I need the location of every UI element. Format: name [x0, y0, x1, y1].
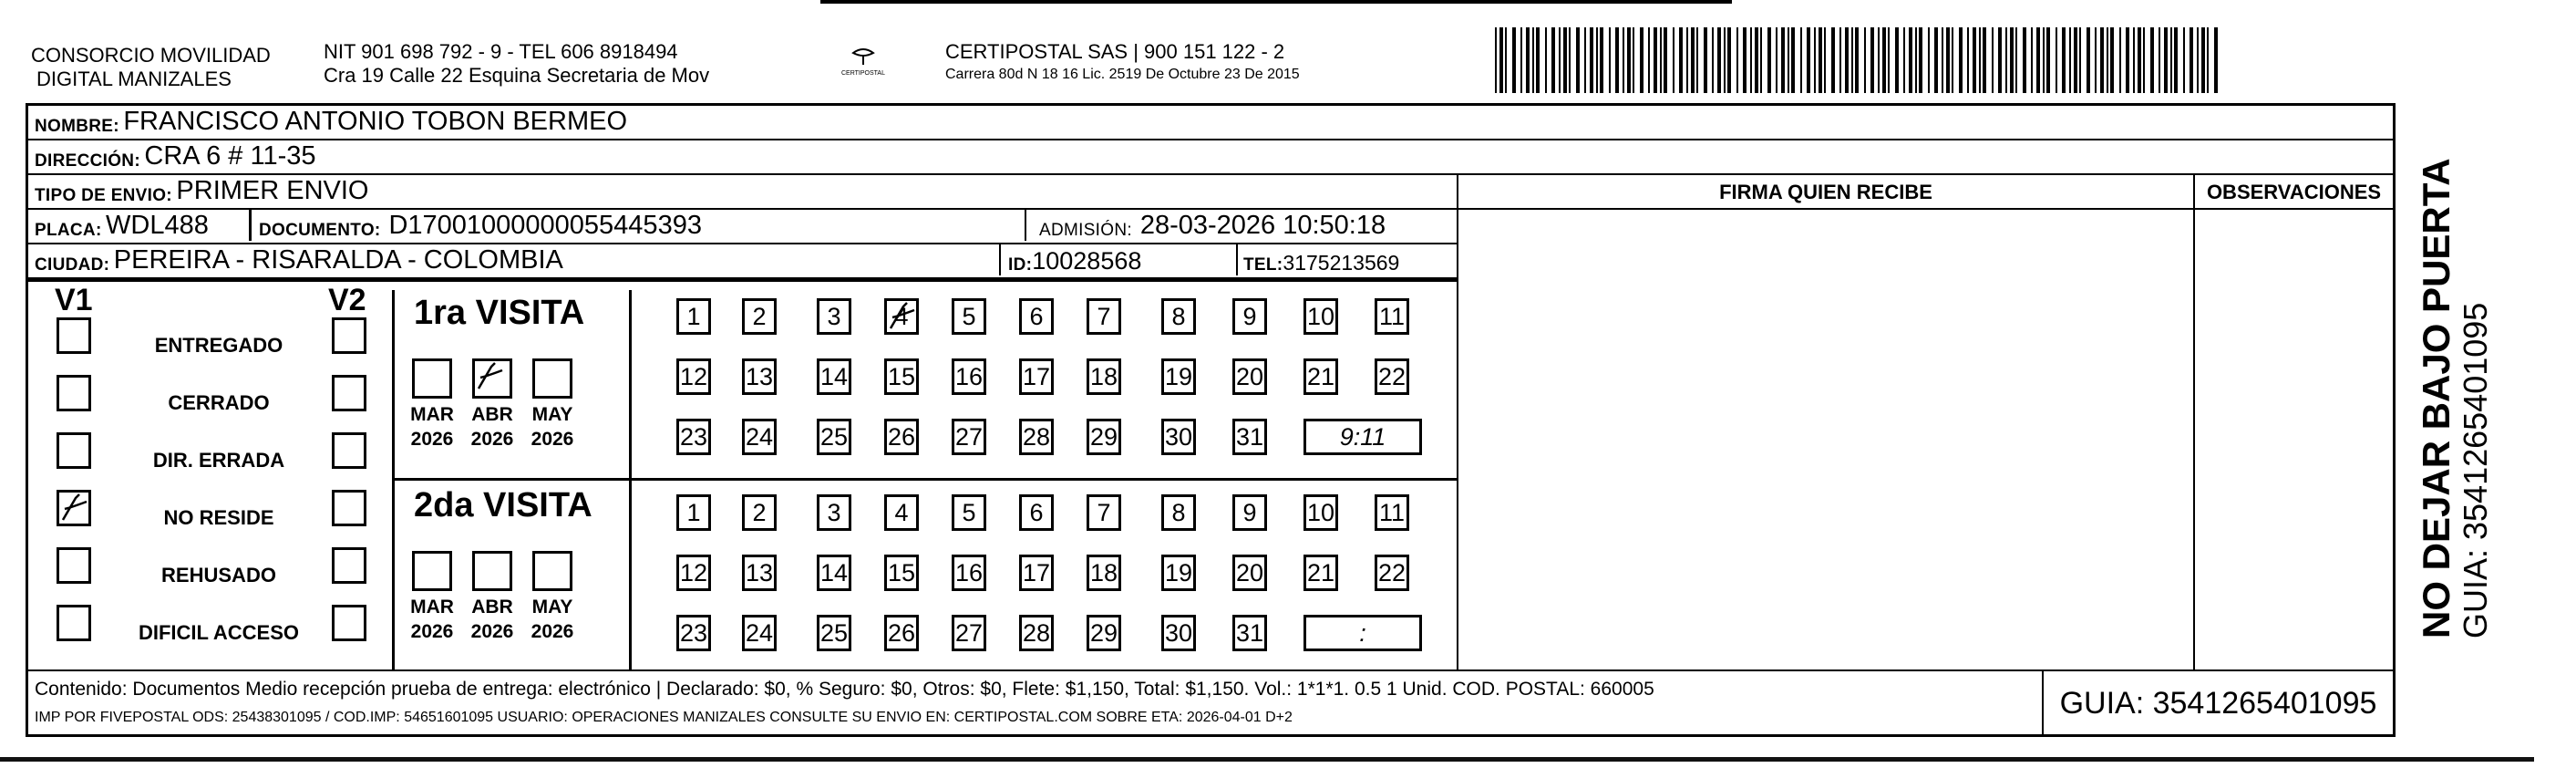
barcode-bar — [1952, 27, 1953, 93]
status-label: DIFICIL ACCESO — [138, 621, 299, 644]
barcode-bar — [2190, 27, 2193, 93]
barcode-bar — [2023, 27, 2026, 93]
barcode-bar — [1870, 27, 1874, 93]
documento-value: D17001000000055445393 — [388, 211, 702, 240]
ciudad-row — [27, 244, 1458, 279]
second-day-box-3[interactable]: 3 — [817, 494, 851, 531]
first-day-box-22[interactable]: 22 — [1375, 358, 1409, 395]
documento-label: DOCUMENTO: — [259, 221, 381, 240]
first-day-box-23[interactable]: 23 — [676, 419, 711, 455]
second-day-box-30[interactable]: 30 — [1161, 615, 1196, 651]
certipostal-line-2: Carrera 80d N 18 16 Lic. 2519 De Octubre 23 De 2015 — [945, 67, 1300, 82]
observaciones-header: OBSERVACIONES — [2195, 175, 2393, 210]
barcode-bar — [2150, 27, 2154, 93]
status-label: NO RESIDE — [163, 506, 274, 529]
barcode-bar — [1576, 27, 1580, 93]
direccion-label: DIRECCIÓN: — [35, 151, 140, 171]
barcode-bar — [1654, 27, 1657, 93]
first-day-box-18[interactable]: 18 — [1087, 358, 1121, 395]
barcode-bar — [2126, 27, 2129, 93]
ciudad-label: CIUDAD: — [35, 255, 110, 275]
firma-column — [1457, 175, 2195, 669]
first-day-box-13[interactable]: 13 — [742, 358, 777, 395]
barcode-bar — [1755, 27, 1758, 93]
barcode-bar — [2159, 27, 2160, 93]
nombre-row — [27, 106, 2395, 140]
first-day-box-21[interactable]: 21 — [1303, 358, 1338, 395]
first-day-box-31[interactable]: 31 — [1232, 419, 1267, 455]
barcode-bar — [2079, 27, 2081, 93]
barcode-bar — [1584, 27, 1586, 93]
second-day-box-28[interactable]: 28 — [1019, 615, 1054, 651]
first-day-box-19[interactable]: 19 — [1161, 358, 1196, 395]
second-day-box-18[interactable]: 18 — [1087, 555, 1121, 591]
barcode-bar — [1791, 27, 1795, 93]
first-day-box-25[interactable]: 25 — [817, 419, 851, 455]
barcode-bar — [2183, 27, 2185, 93]
first-year-label: 2026 — [470, 429, 514, 450]
visits-divider-middle — [392, 478, 1457, 481]
second-month-label: MAY — [531, 597, 573, 618]
barcode-bar — [2170, 27, 2172, 93]
first-day-box-12[interactable]: 12 — [676, 358, 711, 395]
second-day-box-17[interactable]: 17 — [1019, 555, 1054, 591]
barcode-bar — [2214, 27, 2218, 93]
barcode-bar — [1609, 27, 1611, 93]
barcode-bar — [1750, 27, 1752, 93]
second-year-label: 2026 — [410, 621, 454, 642]
second-day-box-11[interactable]: 11 — [1375, 494, 1409, 531]
v2-checkbox-6[interactable] — [332, 605, 366, 641]
barcode-bar — [1615, 27, 1619, 93]
barcode-bar — [1946, 27, 1950, 93]
barcode-bar — [1864, 27, 1866, 93]
second-day-box-13[interactable]: 13 — [742, 555, 777, 591]
barcode-bar — [1559, 27, 1561, 93]
second-day-box-12[interactable]: 12 — [676, 555, 711, 591]
first-month-checkbox-may[interactable] — [532, 358, 572, 399]
first-day-box-8[interactable]: 8 — [1161, 298, 1196, 335]
barcode-bar — [1776, 27, 1777, 93]
barcode-bar — [2138, 27, 2141, 93]
barcode-bar — [1712, 27, 1714, 93]
second-day-box-14[interactable]: 14 — [817, 555, 851, 591]
barcode-bar — [1596, 27, 1598, 93]
second-day-box-6[interactable]: 6 — [1019, 494, 1054, 531]
barcode-bar — [2056, 27, 2057, 93]
certipostal-line-1: CERTIPOSTAL SAS | 900 151 122 - 2 — [945, 40, 1285, 63]
check-mark-icon — [59, 493, 90, 525]
barcode-bar — [1717, 27, 1721, 93]
first-day-box-1[interactable]: 1 — [676, 298, 711, 335]
first-month-checkbox-abr[interactable] — [472, 358, 512, 399]
first-day-box-17[interactable]: 17 — [1019, 358, 1054, 395]
v1-checkbox-1[interactable] — [57, 317, 91, 354]
first-day-box-7[interactable]: 7 — [1087, 298, 1121, 335]
barcode-bar — [1979, 27, 1981, 93]
first-day-box-30[interactable]: 30 — [1161, 419, 1196, 455]
second-day-box-2[interactable]: 2 — [742, 494, 777, 531]
v1-checkbox-3[interactable] — [57, 432, 91, 469]
barcode-bar — [2174, 27, 2178, 93]
barcode-bar — [2107, 27, 2108, 93]
barcode-bar — [1551, 27, 1555, 93]
nit-line-1: NIT 901 698 792 - 9 - TEL 606 8918494 — [324, 40, 678, 63]
first-day-box-27[interactable]: 27 — [952, 419, 986, 455]
barcode-bar — [1895, 27, 1899, 93]
barcode-bar — [1673, 27, 1674, 93]
footer — [27, 669, 2393, 735]
first-day-box-2[interactable]: 2 — [742, 298, 777, 335]
tipo-envio-value: PRIMER ENVIO — [176, 176, 369, 205]
barcode-bar — [2207, 27, 2209, 93]
barcode-bar — [2095, 27, 2097, 93]
status-label: REHUSADO — [161, 564, 276, 586]
barcode-bar — [1696, 27, 1698, 93]
barcode-bar — [1928, 27, 1930, 93]
first-day-box-16[interactable]: 16 — [952, 358, 986, 395]
admision-label: ADMISIÓN: — [1039, 221, 1132, 240]
barcode-bar — [1532, 27, 1534, 93]
barcode-bar — [1788, 27, 1789, 93]
second-day-box-31[interactable]: 31 — [1232, 615, 1267, 651]
barcode-bar — [2062, 27, 2066, 93]
first-month-label: MAR — [410, 404, 454, 425]
v2-label: V2 — [328, 283, 366, 317]
barcode-bar — [1831, 27, 1835, 93]
second-day-box-29[interactable]: 29 — [1087, 615, 1121, 651]
barcode-bar — [1686, 27, 1688, 93]
second-month-label: ABR — [471, 597, 513, 618]
barcode-bar — [1819, 27, 1822, 93]
barcode-bar — [2069, 27, 2071, 93]
barcode-bar — [2074, 27, 2077, 93]
first-day-box-9[interactable]: 9 — [1232, 298, 1267, 335]
first-day-box-5[interactable]: 5 — [952, 298, 986, 335]
scan-bottom-edge — [0, 757, 2534, 762]
first-day-box-26[interactable]: 26 — [884, 419, 919, 455]
first-visit-title: 1ra VISITA — [414, 294, 585, 332]
barcode-bar — [1942, 27, 1943, 93]
barcode-bar — [2036, 27, 2040, 93]
v2-checkbox-5[interactable] — [332, 547, 366, 584]
v2-checkbox-2[interactable] — [332, 375, 366, 411]
footer-line-2: IMP POR FIVEPOSTAL ODS: 25438301095 / COD.IMP: 54651601095 USUARIO: OPERACIONES MANIZALES CONSULTE SU ENVIO EN: CERTIPOSTAL.COM SOBRE ETA: 2026-04-01 D+2 — [35, 710, 1293, 725]
first-day-box-10[interactable]: 10 — [1303, 298, 1338, 335]
barcode-bar — [2164, 27, 2168, 93]
tel-label: TEL: — [1243, 255, 1283, 275]
second-day-box-8[interactable]: 8 — [1161, 494, 1196, 531]
id-label: ID: — [1008, 255, 1033, 275]
company-line-1: CONSORCIO MOVILIDAD — [31, 44, 271, 67]
barcode-bar — [1919, 27, 1922, 93]
barcode-bar — [2087, 27, 2090, 93]
barcode-bar — [1959, 27, 1963, 93]
second-month-checkbox-may[interactable] — [532, 551, 572, 591]
first-day-box-29[interactable]: 29 — [1087, 419, 1121, 455]
barcode-bar — [2201, 27, 2205, 93]
barcode-bar — [1495, 27, 1497, 93]
v2-checkbox-4[interactable] — [332, 490, 366, 526]
barcode-bar — [1640, 27, 1643, 93]
barcode-bar — [1767, 27, 1771, 93]
barcode-bar — [1839, 27, 1841, 93]
first-day-box-3[interactable]: 3 — [817, 298, 851, 335]
barcode-bar — [1505, 27, 1507, 93]
check-mark-icon — [887, 301, 918, 334]
footer-guia-box — [2042, 671, 2393, 735]
second-day-box-25[interactable]: 25 — [817, 615, 851, 651]
nombre-value: FRANCISCO ANTONIO TOBON BERMEO — [123, 107, 628, 136]
barcode-bar — [1915, 27, 1917, 93]
barcode-bar — [1499, 27, 1503, 93]
barcode-bar — [1545, 27, 1547, 93]
barcode-bar — [2046, 27, 2050, 93]
nit-block — [324, 40, 709, 88]
second-day-box-19[interactable]: 19 — [1161, 555, 1196, 591]
placa-row — [27, 210, 1458, 244]
second-time-box[interactable]: : — [1303, 615, 1422, 651]
first-month-label: MAY — [531, 404, 573, 425]
second-day-box-7[interactable]: 7 — [1087, 494, 1121, 531]
tipo-envio-label: TIPO DE ENVIO: — [35, 186, 172, 205]
barcode-bar — [2110, 27, 2114, 93]
second-day-box-15[interactable]: 15 — [884, 555, 919, 591]
barcode-bar — [1967, 27, 1969, 93]
second-day-box-1[interactable]: 1 — [676, 494, 711, 531]
barcode-bar — [1736, 27, 1738, 93]
check-mark-icon — [475, 361, 506, 394]
status-label: CERRADO — [168, 391, 270, 414]
second-day-box-16[interactable]: 16 — [952, 555, 986, 591]
barcode-bar — [1807, 27, 1810, 93]
company-name — [31, 44, 271, 91]
barcode-bar — [1704, 27, 1707, 93]
tel-value: 3175213569 — [1283, 251, 1400, 275]
barcode-bar — [2100, 27, 2104, 93]
barcode-bar — [1903, 27, 1905, 93]
barcode-bar — [2143, 27, 2145, 93]
barcode-bar — [1992, 27, 1994, 93]
barcode-bar — [2005, 27, 2007, 93]
scan-top-edge — [820, 0, 1732, 4]
barcode-bar — [1882, 27, 1886, 93]
barcode-bar — [1760, 27, 1762, 93]
nit-line-2: Cra 19 Calle 22 Esquina Secretaria de Mov — [324, 64, 710, 87]
placa-label: PLACA: — [35, 221, 102, 240]
direccion-row — [27, 140, 2395, 175]
barcode-bar — [1934, 27, 1938, 93]
side-vertical-text — [2416, 158, 2494, 638]
placa-value: WDL488 — [106, 211, 209, 240]
footer-guia-text: GUIA: 3541265401095 — [2059, 685, 2377, 721]
first-day-box-15[interactable]: 15 — [884, 358, 919, 395]
barcode-bar — [1679, 27, 1683, 93]
side-guia: GUIA: 3541265401095 — [2457, 302, 2494, 638]
v1-checkbox-4[interactable] — [57, 490, 91, 526]
second-day-box-24[interactable]: 24 — [742, 615, 777, 651]
second-day-box-20[interactable]: 20 — [1232, 555, 1267, 591]
barcode-bar — [1600, 27, 1603, 93]
tipo-envio-row — [27, 175, 1458, 210]
barcode-bar — [1536, 27, 1540, 93]
barcode-bar — [1983, 27, 1986, 93]
first-month-checkbox-mar[interactable] — [412, 358, 452, 399]
ciudad-value: PEREIRA - RISARALDA - COLOMBIA — [113, 245, 563, 275]
barcode-bar — [1743, 27, 1747, 93]
v2-checkbox-3[interactable] — [332, 432, 366, 469]
barcode-bar — [2133, 27, 2135, 93]
barcode-bar — [1569, 27, 1571, 93]
second-day-box-23[interactable]: 23 — [676, 615, 711, 651]
barcode-bar — [1973, 27, 1976, 93]
second-day-box-26[interactable]: 26 — [884, 615, 919, 651]
barcode-bar — [1648, 27, 1650, 93]
barcode-bar — [1590, 27, 1593, 93]
first-year-label: 2026 — [410, 429, 454, 450]
v1-checkbox-5[interactable] — [57, 547, 91, 584]
id-value: 10028568 — [1032, 247, 1142, 275]
barcode-bar — [2010, 27, 2014, 93]
barcode-bar — [1824, 27, 1826, 93]
firma-header: FIRMA QUIEN RECIBE — [1458, 175, 2193, 210]
second-month-label: MAR — [410, 597, 454, 618]
status-label: ENTREGADO — [154, 334, 283, 357]
v2-checkbox-1[interactable] — [332, 317, 366, 354]
second-visit-title: 2da VISITA — [414, 486, 592, 524]
barcode-bar — [1520, 27, 1522, 93]
barcode-bar — [1800, 27, 1802, 93]
barcode-bar — [2015, 27, 2017, 93]
second-day-box-9[interactable]: 9 — [1232, 494, 1267, 531]
barcode-bar — [1563, 27, 1567, 93]
admision-value: 28-03-2026 10:50:18 — [1139, 211, 1386, 240]
barcode-bar — [1627, 27, 1631, 93]
second-day-box-10[interactable]: 10 — [1303, 494, 1338, 531]
barcode-bar — [2119, 27, 2121, 93]
direccion-value: CRA 6 # 11-35 — [144, 141, 316, 171]
second-month-checkbox-abr[interactable] — [472, 551, 512, 591]
first-day-box-14[interactable]: 14 — [817, 358, 851, 395]
side-warning: NO DEJAR BAJO PUERTA — [2415, 158, 2458, 638]
first-day-box-4[interactable]: 4 — [884, 298, 919, 335]
second-day-box-4[interactable]: 4 — [884, 494, 919, 531]
barcode-bar — [1888, 27, 1890, 93]
first-day-box-20[interactable]: 20 — [1232, 358, 1267, 395]
barcode-bar — [1727, 27, 1731, 93]
v1-label: V1 — [55, 283, 93, 317]
first-day-box-24[interactable]: 24 — [742, 419, 777, 455]
certipostal-block — [945, 40, 1300, 84]
second-year-label: 2026 — [470, 621, 514, 642]
barcode-bar — [1845, 27, 1849, 93]
second-year-label: 2026 — [531, 621, 574, 642]
v1-checkbox-2[interactable] — [57, 375, 91, 411]
footer-line-1: Contenido: Documentos Medio recepción prueba de entrega: electrónico | Declarado: $0, % Seguro: $0, Otros: $0, Flete: $1,150, Total: $1,150. Vol.: 1*1*1. 0.5 1 Unid. COD. POSTAL: 660005 — [35, 679, 1654, 700]
company-line-2: DIGITAL MANIZALES — [36, 67, 232, 90]
first-day-box-11[interactable]: 11 — [1375, 298, 1409, 335]
barcode-bar — [1724, 27, 1726, 93]
barcode-bar — [1781, 27, 1785, 93]
barcode-bar — [1814, 27, 1816, 93]
first-day-box-6[interactable]: 6 — [1019, 298, 1054, 335]
status-label: DIR. ERRADA — [152, 449, 285, 472]
v1-checkbox-6[interactable] — [57, 605, 91, 641]
certipostal-logo — [831, 46, 895, 77]
first-month-label: ABR — [471, 404, 513, 425]
observaciones-column — [2195, 175, 2393, 669]
barcode-bar — [1998, 27, 2002, 93]
first-year-label: 2026 — [531, 429, 574, 450]
barcode-bar — [1909, 27, 1912, 93]
second-day-box-22[interactable]: 22 — [1375, 555, 1409, 591]
second-day-box-5[interactable]: 5 — [952, 494, 986, 531]
barcode-bar — [1855, 27, 1859, 93]
second-day-box-27[interactable]: 27 — [952, 615, 986, 651]
barcode-bar — [2043, 27, 2045, 93]
barcode-bar — [1526, 27, 1530, 93]
logo-caption: CERTIPOSTAL — [841, 70, 885, 77]
barcode-bar — [2031, 27, 2033, 93]
barcode-bar — [1878, 27, 1880, 93]
barcode-bar — [1623, 27, 1624, 93]
barcode-bar — [1512, 27, 1516, 93]
first-day-box-28[interactable]: 28 — [1019, 419, 1054, 455]
nombre-label: NOMBRE: — [35, 117, 119, 136]
second-month-checkbox-mar[interactable] — [412, 551, 452, 591]
barcode-bar — [1851, 27, 1853, 93]
certipostal-logo-icon — [850, 46, 877, 66]
barcode-bar — [1664, 27, 1667, 93]
barcode-bar — [2197, 27, 2199, 93]
barcode-bar — [1691, 27, 1695, 93]
barcode-bar — [1633, 27, 1634, 93]
barcode — [1495, 27, 2224, 93]
barcode-bar — [1660, 27, 1662, 93]
first-time-box[interactable]: 9:11 — [1303, 419, 1422, 455]
second-day-box-21[interactable]: 21 — [1303, 555, 1338, 591]
